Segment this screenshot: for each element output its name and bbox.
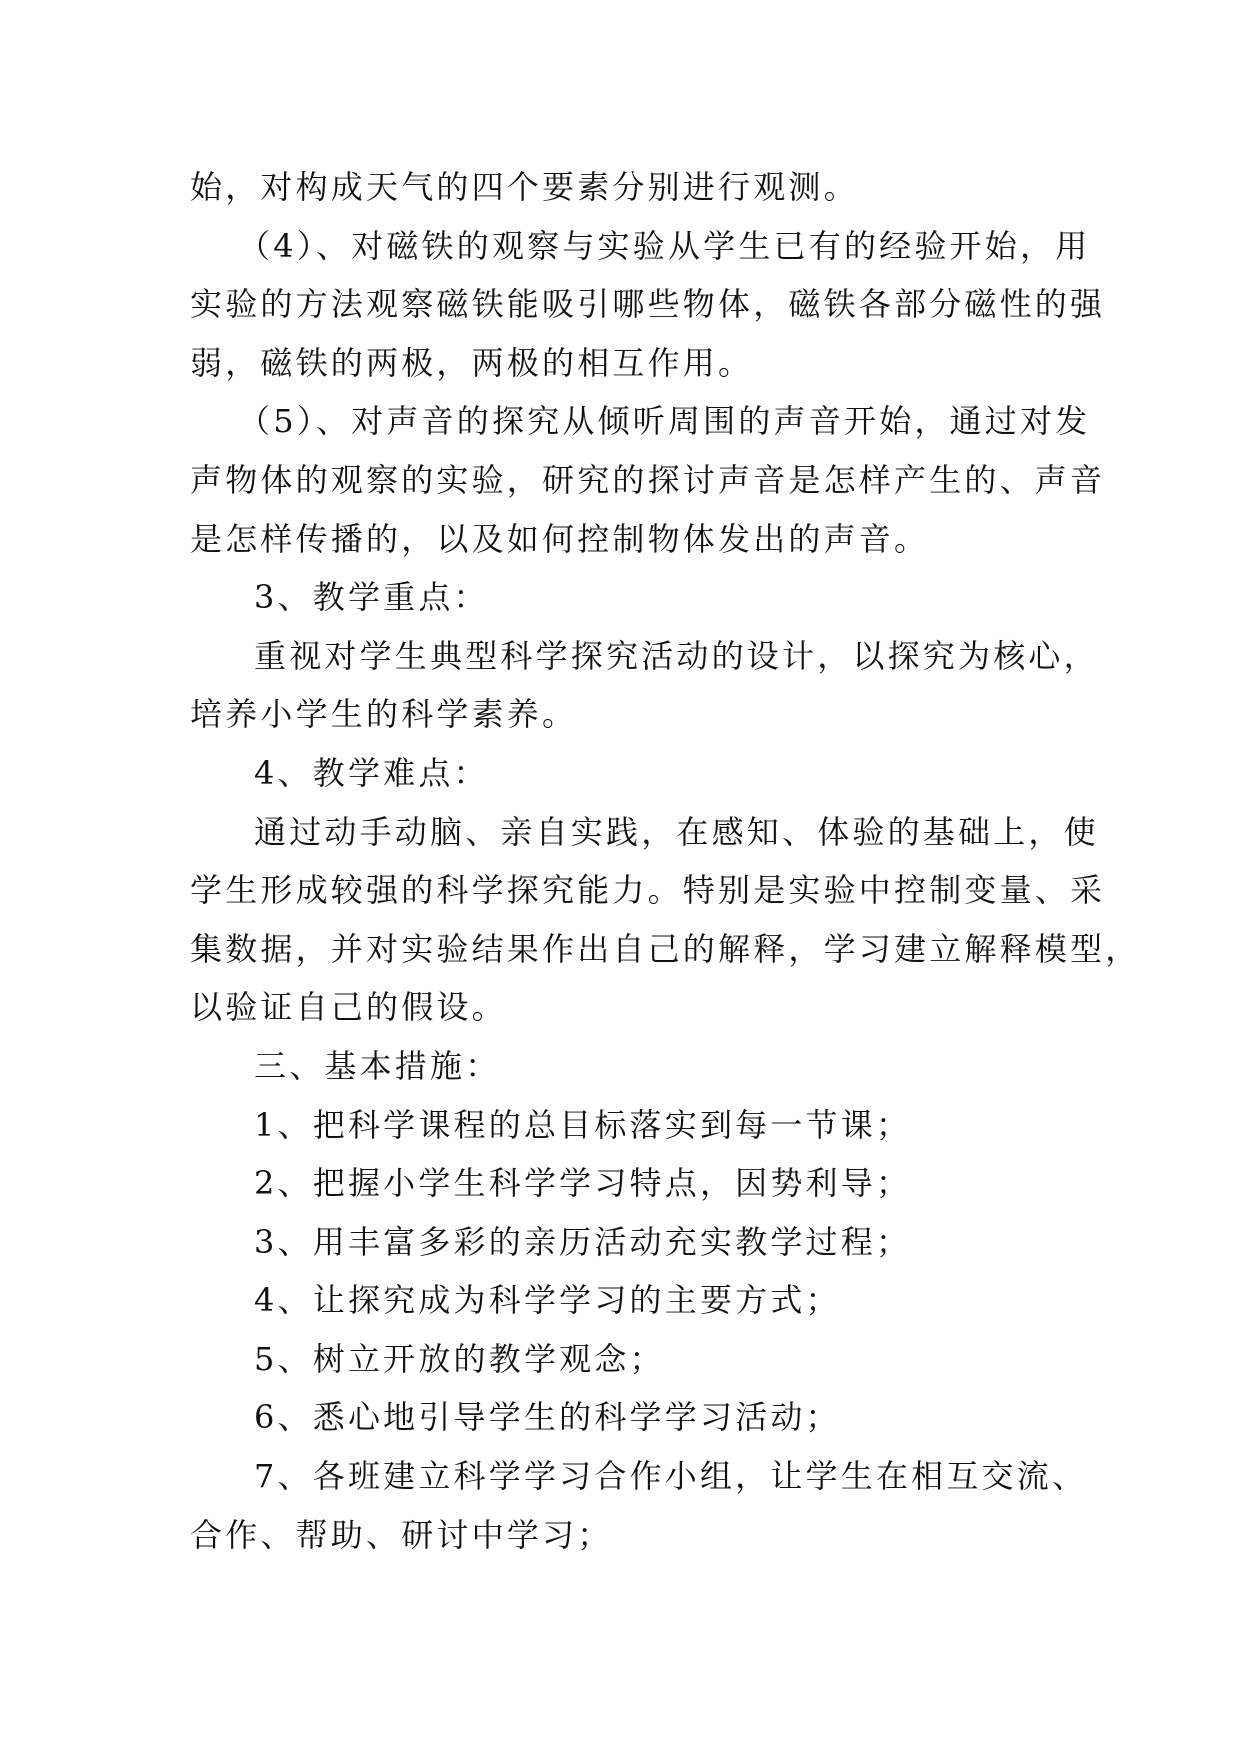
list-item: 4、让探究成为科学学习的主要方式； [254,1281,841,1320]
text-line: 始，对构成天气的四个要素分别进行观测。 [190,168,859,206]
text-line: 培养小学生的科学素养。 [190,695,578,734]
list-item: 6、悉心地引导学生的科学学习活动； [254,1398,841,1437]
section-heading: 3、教学重点： [254,578,489,617]
list-item: 1、把科学课程的总目标落实到每一节课； [254,1105,912,1144]
list-item: 3、用丰富多彩的亲历活动充实教学过程； [254,1222,912,1261]
text-line: 是怎样传播的，以及如何控制物体发出的声音。 [190,519,930,558]
text-line: 通过动手动脑、亲自实践，在感知、体验的基础上，使 [254,812,1099,851]
text-line: 弱，磁铁的两极，两极的相互作用。 [190,343,754,382]
text-line: 学生形成较强的科学探究能力。特别是实验中控制变量、采 [190,871,1106,910]
text-line: 声物体的观察的实验，研究的探讨声音是怎样产生的、声音 [190,460,1106,499]
list-item: 2、把握小学生科学学习特点，因势利导； [254,1164,912,1203]
list-item: 7、各班建立科学学习合作小组，让学生在相互交流、 [254,1457,1088,1496]
text-line: 重视对学生典型科学探究活动的设计，以探究为核心， [254,636,1099,675]
text-line: （5）、对声音的探究从倾听周围的声音开始，通过对发 [238,402,1091,441]
document-body [190,158,1141,1564]
text-line: 以验证自己的假设。 [190,988,507,1027]
text-line: （4）、对磁铁的观察与实验从学生已有的经验开始，用 [238,226,1091,265]
text-line: 实验的方法观察磁铁能吸引哪些物体，磁铁各部分磁性的强 [190,285,1106,324]
text-line: 集数据，并对实验结果作出自己的解释，学习建立解释模型， [190,929,1141,968]
section-heading: 4、教学难点： [254,753,489,792]
section-heading: 三、基本措施： [254,1046,501,1085]
text-line: 合作、帮助、研讨中学习； [190,1515,613,1554]
list-item: 5、树立开放的教学观念； [254,1339,665,1378]
